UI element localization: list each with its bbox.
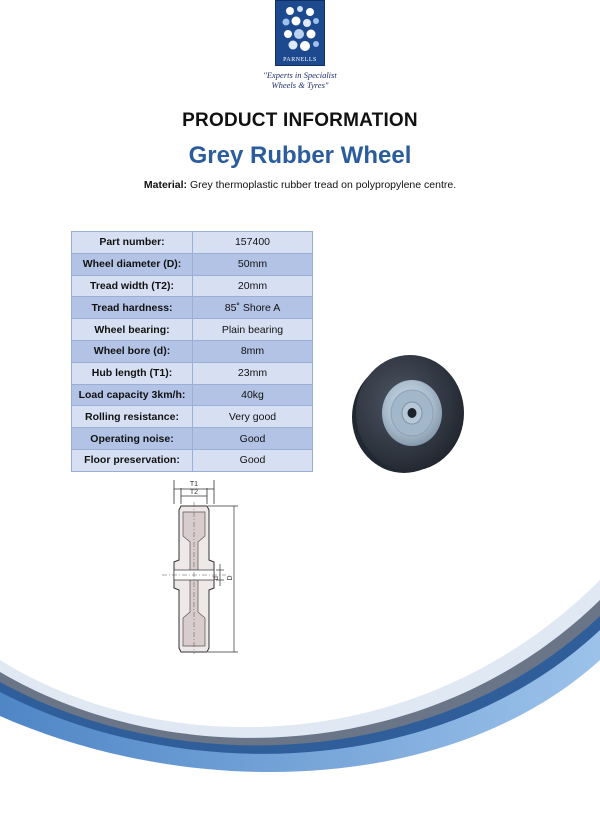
spec-value: 20mm (193, 275, 313, 297)
table-row (72, 384, 313, 406)
material-text: Grey thermoplastic rubber tread on polypropylene centre. (187, 179, 457, 191)
table-row (72, 319, 313, 341)
logo-brand-text: PARNELLS (283, 57, 317, 63)
wheel-product-image (346, 351, 468, 477)
spec-value: Good (193, 428, 313, 450)
table-row (72, 362, 313, 384)
dim-label-d-small: d (213, 576, 220, 580)
table-row (72, 275, 313, 297)
table-row (72, 449, 313, 471)
spec-value: 85˚ Shore A (193, 297, 313, 319)
spec-value: Very good (193, 406, 313, 428)
spec-value: Good (193, 449, 313, 471)
table-row (72, 340, 313, 362)
table-row (72, 428, 313, 450)
company-logo (252, 0, 348, 90)
spec-label: Wheel bore (d): (72, 340, 193, 362)
dim-label-t1: T1 (189, 481, 199, 488)
spec-value: 157400 (193, 232, 313, 254)
wheel-circles-icon (276, 1, 326, 57)
table-row (72, 406, 313, 428)
dim-label-d-large: D (227, 575, 234, 581)
spec-label: Operating noise: (72, 428, 193, 450)
spec-table (71, 231, 313, 472)
table-row (72, 232, 313, 254)
material-label: Material: (143, 179, 188, 191)
tagline-line-2: Wheels & Tyres" (271, 80, 329, 90)
table-row (72, 297, 313, 319)
spec-value: 40kg (193, 384, 313, 406)
spec-value: 50mm (193, 253, 313, 275)
page-title: PRODUCT INFORMATION (182, 110, 418, 131)
decorative-swoosh (0, 560, 600, 837)
tagline-line-1: "Experts in Specialist (263, 70, 337, 80)
table-row (72, 253, 313, 275)
product-name: Grey Rubber Wheel (188, 142, 412, 169)
logo-tagline (252, 70, 348, 90)
spec-label: Load capacity 3km/h: (72, 384, 193, 406)
logo-emblem (275, 0, 325, 66)
spec-label: Wheel bearing: (72, 319, 193, 341)
spec-label: Rolling resistance: (72, 406, 193, 428)
spec-label: Tread hardness: (72, 297, 193, 319)
spec-label: Part number: (72, 232, 193, 254)
spec-value: 8mm (193, 340, 313, 362)
spec-label: Tread width (T2): (72, 275, 193, 297)
spec-label: Floor preservation: (72, 449, 193, 471)
spec-value: Plain bearing (193, 319, 313, 341)
material-line (0, 179, 600, 191)
spec-label: Wheel diameter (D): (72, 253, 193, 275)
spec-label: Hub length (T1): (72, 362, 193, 384)
dim-label-t2: T2 (189, 489, 199, 496)
spec-value: 23mm (193, 362, 313, 384)
